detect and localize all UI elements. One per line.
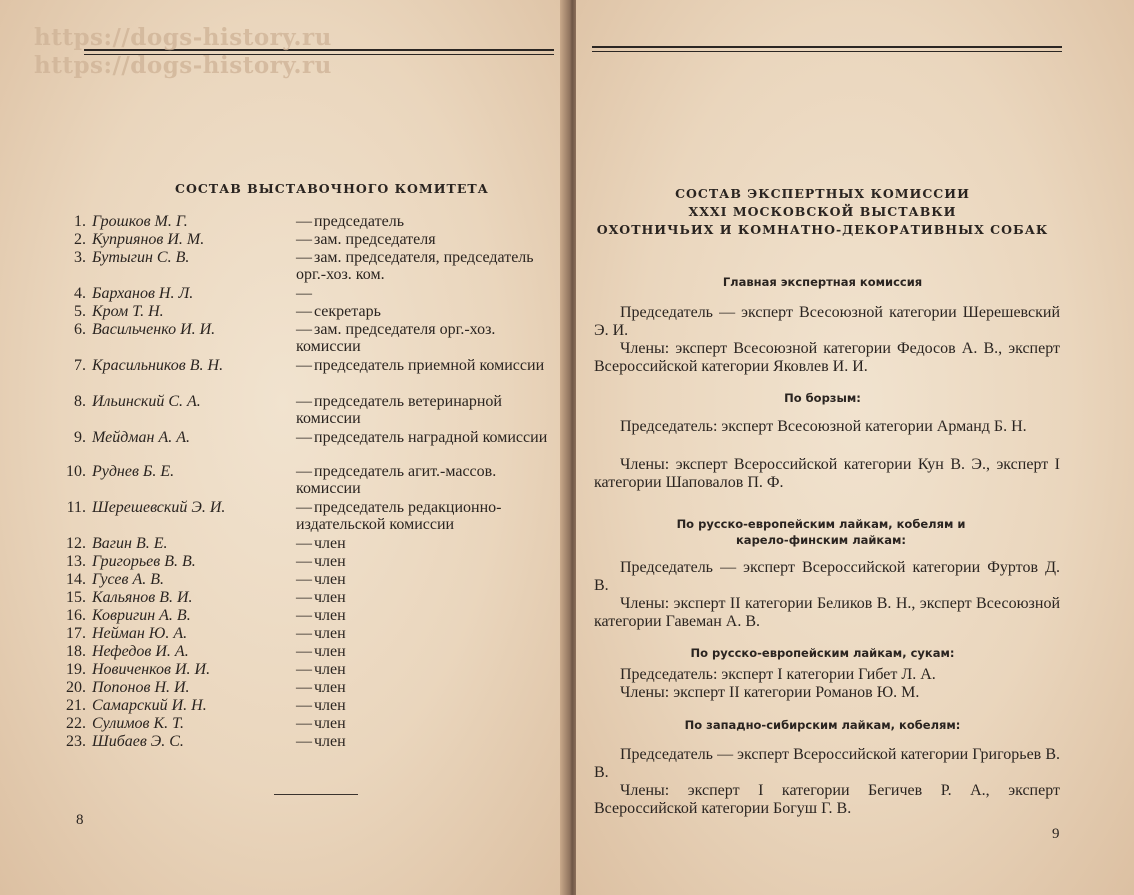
member-role: [296, 393, 551, 427]
page-number: 8: [76, 812, 84, 828]
member-number: 5.: [74, 303, 86, 320]
member-role: [296, 321, 551, 355]
member-role: [296, 463, 551, 497]
section-paragraph: Члены: эксперт I категории Бегичев Р. А., эксперт Всероссийской категории Богуш Г. В.: [594, 782, 1060, 817]
commission-title-line-1: СОСТАВ ЭКСПЕРТНЫХ КОМИССИИ: [675, 186, 970, 201]
role-text: председатель наградной комиссии: [314, 429, 548, 446]
member-number: 20.: [66, 679, 86, 696]
member-role: [296, 357, 551, 374]
role-dash: —: [296, 661, 312, 678]
member-surname: Грошков М. Г.: [92, 213, 188, 230]
role-text: председатель приемной комиссии: [314, 357, 545, 374]
member-name: [58, 553, 196, 571]
role-text: член: [314, 625, 346, 642]
member-name: [58, 625, 187, 643]
left-page: [0, 0, 566, 895]
member-role: [296, 589, 551, 606]
role-dash: —: [296, 733, 312, 750]
role-dash: —: [296, 357, 312, 374]
commission-title-line-2: XXXI МОСКОВСКОЙ ВЫСТАВКИ: [688, 204, 957, 219]
member-surname: Сулимов К. Т.: [92, 715, 184, 732]
member-name: [58, 213, 188, 231]
member-surname: Григорьев В. В.: [92, 553, 196, 570]
member-name: [58, 285, 193, 303]
member-role: [296, 213, 551, 230]
section-paragraph: Председатель — эксперт Всероссийской категории Фуртов Д. В.: [594, 559, 1060, 594]
member-number: 15.: [66, 589, 86, 606]
role-text: член: [314, 661, 346, 678]
role-text: член: [314, 697, 346, 714]
member-surname: Шерешевский Э. И.: [92, 499, 226, 516]
member-surname: Кальянов В. И.: [92, 589, 193, 606]
member-number: 1.: [74, 213, 86, 230]
member-name: [58, 357, 223, 375]
member-number: 14.: [66, 571, 86, 588]
role-text: член: [314, 535, 346, 552]
role-dash: —: [296, 463, 312, 480]
member-name: [58, 321, 215, 339]
section-paragraph: Члены: эксперт II категории Романов Ю. М.: [620, 684, 920, 701]
member-surname: Нейман Ю. А.: [92, 625, 188, 642]
member-name: [58, 589, 193, 607]
role-text: член: [314, 679, 346, 696]
role-dash: —: [296, 535, 312, 552]
role-dash: —: [296, 213, 312, 230]
member-name: [58, 535, 168, 553]
member-role: [296, 499, 551, 533]
member-number: 22.: [66, 715, 86, 732]
end-rule: [274, 794, 358, 795]
member-surname: Ковригин А. В.: [92, 607, 191, 624]
member-number: 8.: [74, 393, 86, 410]
role-text: член: [314, 571, 346, 588]
member-name: [58, 607, 191, 625]
member-surname: Красильников В. Н.: [92, 357, 224, 374]
member-role: [296, 553, 551, 570]
role-dash: —: [296, 249, 312, 266]
role-text: зам. председателя: [314, 231, 436, 248]
member-role: [296, 733, 551, 750]
role-dash: —: [296, 607, 312, 624]
section-paragraph: Председатель: эксперт I категории Гибет Л. А.: [620, 666, 936, 683]
role-text: председатель: [314, 213, 404, 230]
member-role: [296, 429, 551, 446]
member-name: [58, 697, 207, 715]
section-heading: Главная экспертная комиссия: [722, 275, 923, 289]
member-number: 11.: [66, 499, 86, 516]
role-dash: —: [296, 571, 312, 588]
member-name: [58, 733, 184, 751]
member-number: 10.: [66, 463, 86, 480]
member-role: [296, 571, 551, 588]
section-paragraph: Председатель — эксперт Всесоюзной категории Шерешевский Э. И.: [594, 304, 1060, 339]
member-name: [58, 393, 201, 411]
role-dash: —: [296, 553, 312, 570]
section-heading: По западно-сибирским лайкам, кобелям:: [684, 718, 961, 732]
watermark-line-2: https://dogs-history.ru: [34, 52, 332, 79]
section-paragraph: Члены: эксперт Всероссийской категории Кун В. Э., эксперт I категории Шаповалов П. Ф.: [594, 456, 1060, 491]
member-role: [296, 715, 551, 732]
role-dash: —: [296, 715, 312, 732]
role-dash: —: [296, 303, 312, 320]
member-name: [58, 231, 204, 249]
role-text: член: [314, 589, 346, 606]
member-number: 2.: [74, 231, 86, 248]
member-number: 16.: [66, 607, 86, 624]
role-text: председатель ветеринарной комиссии: [296, 393, 502, 427]
member-name: [58, 643, 189, 661]
role-dash: —: [296, 589, 312, 606]
top-rule: [592, 46, 1062, 52]
member-name: [58, 715, 184, 733]
member-surname: Вагин В. Е.: [92, 535, 168, 552]
member-surname: Самарский И. Н.: [92, 697, 207, 714]
member-name: [58, 429, 190, 447]
role-dash: —: [296, 429, 312, 446]
role-text: председатель агит.-массов. комиссии: [296, 463, 497, 497]
role-dash: —: [296, 231, 312, 248]
section-heading: По борзым:: [784, 391, 861, 405]
member-surname: Бутыгин С. В.: [92, 249, 190, 266]
member-number: 4.: [74, 285, 86, 302]
role-dash: —: [296, 285, 312, 302]
role-text: председатель редакционно-издательской комиссии: [296, 499, 502, 533]
member-role: [296, 625, 551, 642]
member-role: [296, 661, 551, 678]
member-role: [296, 249, 551, 283]
section-paragraph: Члены: эксперт II категории Беликов В. Н., эксперт Всесоюзной категории Гавеман А. В.: [594, 595, 1060, 630]
member-surname: Куприянов И. М.: [92, 231, 205, 248]
watermark-line-1: https://dogs-history.ru: [34, 24, 332, 51]
member-role: [296, 679, 551, 696]
member-name: [58, 661, 210, 679]
member-surname: Кром Т. Н.: [92, 303, 164, 320]
member-surname: Попонов Н. И.: [92, 679, 190, 696]
role-dash: —: [296, 393, 312, 410]
role-dash: —: [296, 643, 312, 660]
member-surname: Барханов Н. Л.: [92, 285, 194, 302]
member-surname: Руднев Б. Е.: [92, 463, 175, 480]
role-text: член: [314, 733, 346, 750]
member-surname: Шибаев Э. С.: [92, 733, 184, 750]
member-role: [296, 607, 551, 624]
member-number: 7.: [74, 357, 86, 374]
section-heading: По русско-европейским лайкам, сукам:: [690, 646, 955, 660]
member-name: [58, 249, 189, 267]
member-number: 17.: [66, 625, 86, 642]
member-role: [296, 535, 551, 552]
member-surname: Гусев А. В.: [92, 571, 164, 588]
member-name: [58, 499, 225, 517]
section-paragraph: Председатель: эксперт Всесоюзной категории Арманд Б. Н.: [620, 418, 1027, 435]
member-number: 23.: [66, 733, 86, 750]
right-page: [576, 0, 1134, 895]
role-text: член: [314, 607, 346, 624]
role-text: зам. председателя орг.-хоз. комиссии: [296, 321, 496, 355]
member-number: 19.: [66, 661, 86, 678]
member-number: 6.: [74, 321, 86, 338]
committee-title: СОСТАВ ВЫСТАВОЧНОГО КОМИТЕТА: [175, 181, 489, 196]
member-number: 21.: [66, 697, 86, 714]
section-paragraph: Председатель — эксперт Всероссийской категории Григорьев В. В.: [594, 746, 1060, 781]
member-number: 13.: [66, 553, 86, 570]
role-text: член: [314, 553, 346, 570]
member-role: [296, 643, 551, 660]
role-text: секретарь: [314, 303, 381, 320]
role-text: член: [314, 643, 346, 660]
member-role: [296, 285, 551, 302]
commission-title-line-3: ОХОТНИЧЬИХ И КОМНАТНО-ДЕКОРАТИВНЫХ СОБАК: [596, 222, 1049, 237]
role-dash: —: [296, 697, 312, 714]
member-surname: Нефедов И. А.: [92, 643, 189, 660]
member-name: [58, 571, 164, 589]
member-name: [58, 463, 174, 481]
member-name: [58, 303, 164, 321]
role-dash: —: [296, 625, 312, 642]
member-role: [296, 231, 551, 248]
member-surname: Ильинский С. А.: [92, 393, 201, 410]
section-heading: По русско-европейским лайкам, кобелям и карело-финским лайкам:: [676, 517, 966, 547]
member-number: 12.: [66, 535, 86, 552]
member-number: 3.: [74, 249, 86, 266]
member-role: [296, 697, 551, 714]
role-text: зам. председателя, председатель орг.-хоз. ком.: [296, 249, 534, 283]
page-number: 9: [1052, 826, 1060, 842]
role-dash: —: [296, 679, 312, 696]
member-surname: Новиченков И. И.: [92, 661, 211, 678]
role-text: член: [314, 715, 346, 732]
member-number: 18.: [66, 643, 86, 660]
member-surname: Васильченко И. И.: [92, 321, 216, 338]
member-surname: Мейдман А. А.: [92, 429, 190, 446]
member-number: 9.: [74, 429, 86, 446]
role-dash: —: [296, 499, 312, 516]
section-paragraph: Члены: эксперт Всесоюзной категории Федосов А. В., эксперт Всероссийской категории Яковлев И. И.: [594, 340, 1060, 375]
role-dash: —: [296, 321, 312, 338]
member-name: [58, 679, 190, 697]
member-role: [296, 303, 551, 320]
